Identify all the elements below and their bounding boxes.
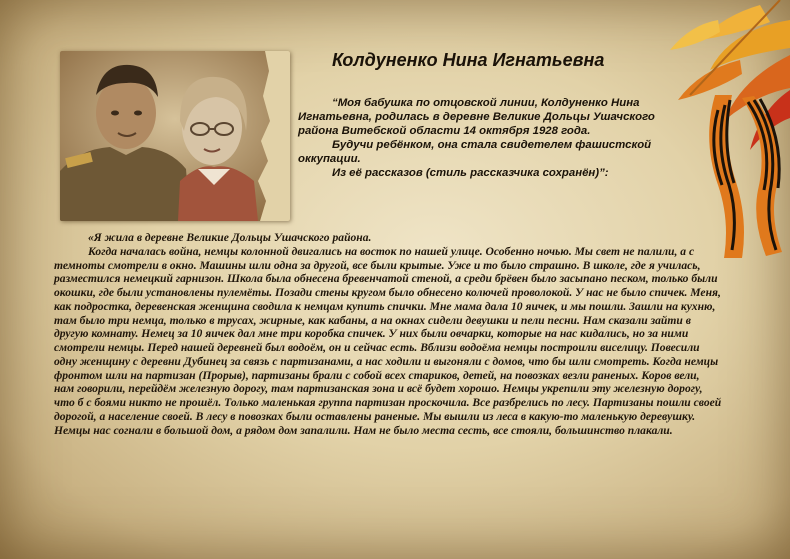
- story-paragraph: «Я жила в деревне Великие Дольцы Ушачского района.: [88, 231, 372, 244]
- intro-block: [298, 96, 658, 180]
- intro-paragraph: Из её рассказов (стиль рассказчика сохранён)”:: [332, 167, 609, 179]
- story-paragraph: Когда началась война, немцы колонной двигались на восток по нашей улице. Особенно ночью. Мы свет не палили, а с темноты смотрели в окно. Машины шли одна за другой, все были крытые. Уже и то было страшно. В школе, где я училась, разместился немецкий гарнизон. Школа была обнесена бревенчатой стеной, а среди брёвен было засыпано песком, только были окошки, где были установлены пулемёты. Позади стены кругом было обнесено колючей проволокой. У нас не было спичек. Меня, как подростка, деревенская женщина сводила к немцам купить спички. Мне мама дала 10 яичек, и мы пошли. Зашли на кухню, там было три немца, только в трусах, жирные, как кабаны, а на окнах сидели девушки и пели песни. Нам сказали зайти в другую комнату. Немец за 10 яичек дал мне три коробка спичек. У них были овчарки, которые на нас кидались, но за ними смотрели немцы. Перед нашей деревней был водоём, он и сейчас есть. Вблизи водоёма немцы построили виселицу. Повесили одну женщину с деревни Дубинец за связь с партизанами, а нас ходили и выгоняли с домов, что бы шли смотреть. Когда немцы фронтом шли на партизан (Прорыв), партизаны брали с собой всех стариков, детей, на повозках везли раненых. Коров вели, нам говорили, перейдём железную дорогу, там партизанская зона и всё будет хорошо. Немцы укрепили эту железную дорогу, что б с боями никто не прошёл. Только маленькая группа партизан проскочила. Все разбрелись по лесу. Партизаны пошли своей дорогой, а население своей. В лесу в повозках были оставлены раненые. Мы вышли из леса в какую-то маленькую деревушку. Немцы нас согнали в большой дом, а рядом дом запалили. Нам не было места сесть, все стояли, большинство плакали.: [54, 244, 722, 437]
- vintage-couple-photo: [60, 51, 290, 221]
- page-title: Колдуненко Нина Игнатьевна: [332, 50, 605, 70]
- intro-paragraph: Будучи ребёнком, она стала свидетелем фашистской оккупации.: [298, 139, 652, 165]
- intro-paragraph: “Моя бабушка по отцовской линии, Колдуненко Нина Игнатьевна, родилась в деревне Великие Дольцы Ушачского района Витебской области 14 октября 1928 года.: [298, 97, 655, 137]
- story-block: [54, 231, 722, 437]
